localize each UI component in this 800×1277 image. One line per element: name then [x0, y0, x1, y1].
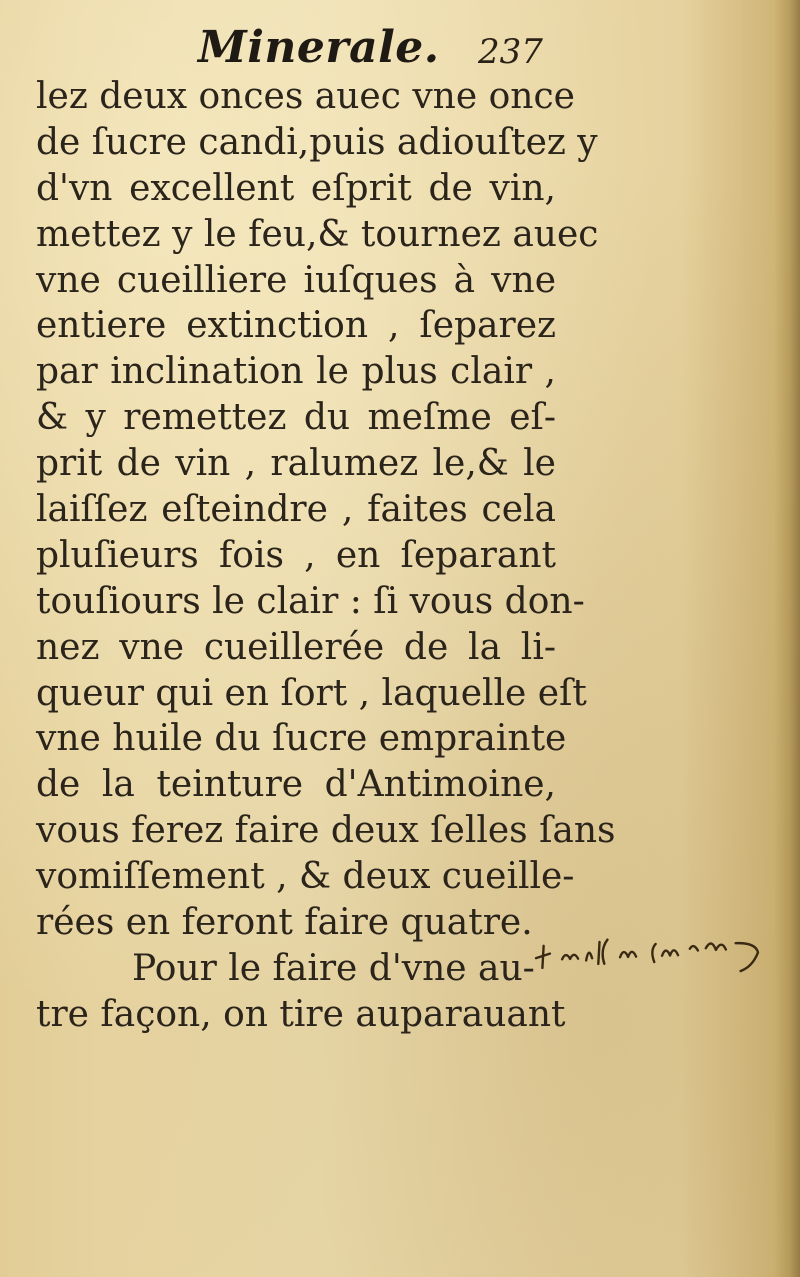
text-line: vne cueilliere iuſques à vne	[36, 259, 556, 301]
text-line: de ſucre candi,puis adiouſtez y	[36, 121, 598, 163]
page-number: 237	[478, 32, 543, 72]
body-text	[36, 74, 616, 1038]
text-line: rées en feront faire quatre.	[36, 902, 533, 944]
text-line: vous ferez faire deux ſelles ſans	[36, 810, 616, 852]
text-line: tre façon, on tire auparauant	[36, 993, 566, 1035]
text-line: vomiſſement , & deux cueille-	[36, 856, 575, 898]
text-line: de la teinture d'Antimoine,	[36, 764, 556, 806]
text-line: d'vn excellent eſprit de vin,	[36, 167, 556, 209]
running-title: Minerale.	[198, 22, 440, 73]
handwritten-annotation	[529, 916, 781, 994]
text-line: queur qui en ſort , laquelle eſt	[36, 672, 587, 714]
text-line: vne huile du ſucre emprainte	[36, 718, 567, 760]
handwriting-scribble-icon	[529, 916, 781, 985]
text-line: Pour le faire d'vne au-	[132, 947, 535, 989]
text-line: entiere extinction , ſeparez	[36, 305, 556, 347]
text-line: prit de vin , ralumez le,& le	[36, 443, 556, 485]
text-line: & y remettez du meſme eſ-	[36, 397, 556, 439]
text-line: lez deux onces auec vne once	[36, 76, 575, 117]
text-line: mettez y le feu,& tournez auec	[36, 213, 599, 255]
text-line: par inclination le plus clair ,	[36, 351, 556, 393]
text-line: touſiours le clair : ſi vous don-	[36, 580, 585, 622]
text-line: pluſieurs fois , en ſeparant	[36, 534, 556, 576]
text-line: laiſſez eſteindre , faites cela	[36, 489, 556, 531]
page-header	[0, 18, 800, 78]
text-line: nez vne cueillerée de la li-	[36, 626, 556, 668]
page-edge-shadow	[774, 0, 800, 1277]
